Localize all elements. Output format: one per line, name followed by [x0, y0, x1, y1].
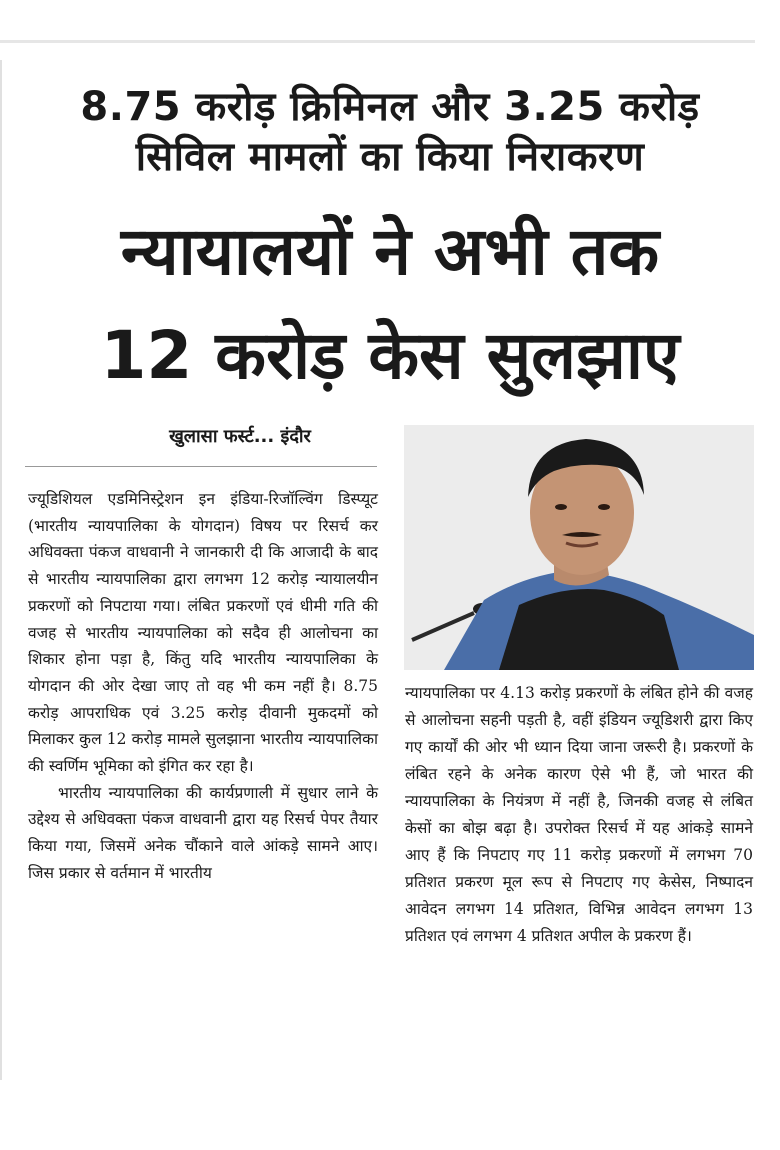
- byline-divider: [25, 466, 377, 467]
- main-headline: [0, 200, 780, 408]
- speaker-at-microphone-photo: [404, 425, 754, 670]
- sub-headline-line-2: सिविल मामलों का किया निराकरण: [135, 134, 645, 180]
- main-headline-line-1: न्यायालयों ने अभी तक: [120, 213, 660, 290]
- sub-headline: [0, 82, 780, 182]
- speaker-photo: [404, 425, 754, 670]
- top-divider: [0, 40, 755, 43]
- paragraph-2: भारतीय न्यायपालिका की कार्यप्रणाली में सुधार लाने के उद्देश्य से अधिवक्ता पंकज वाधवानी द्वारा यह रिसर्च पेपर तैयार किया गया, जिसमें अनेक चौंकाने वाले आंकड़े सामने आए। जिस प्रकार से वर्तमान में भारतीय: [28, 783, 378, 882]
- sub-headline-line-1: 8.75 करोड़ क्रिमिनल और 3.25 करोड़: [80, 84, 700, 130]
- paragraph-1: ज्यूडिशियल एडमिनिस्ट्रेशन इन इंडिया-रिजॉल्विंग डिस्प्यूट (भारतीय न्यायपालिका के योगदान) विषय पर रिसर्च कर अधिवक्ता पंकज वाधवानी ने जानकारी दी कि आजादी के बाद से भारतीय न्यायपालिका द्वारा लगभग 12 करोड़ न्यायालयीन प्रकरणों को निपटाया गया। लंबित प्रकरणों एवं धीमी गति की वजह से भारतीय न्यायपालिका को सदैव ही आलोचना का शिकार होना पड़ा है, किंतु यदि भारतीय न्यायपालिका के योगदान की ओर देखा जाए तो वह भी कम नहीं है। 8.75 करोड़ आपराधिक एवं 3.25 करोड़ दीवानी मुकदमों को मिलाकर कुल 12 करोड़ मामले सुलझाना भारतीय न्यायपालिका की स्वर्णिम भूमिका को इंगित कर रहा है।: [28, 490, 378, 776]
- article-column-right: [405, 680, 753, 950]
- paragraph-3: न्यायपालिका पर 4.13 करोड़ प्रकरणों के लंबित होने की वजह से आलोचना सहनी पड़ती है, वहीं इंडियन ज्यूडिशरी द्वारा किए गए कार्यों की ओर भी ध्यान दिया जाना जरूरी है। प्रकरणों के लंबित रहने के अनेक कारण ऐसे भी हैं, जो भारत की न्यायपालिका के नियंत्रण में नहीं है, जिनकी वजह से लंबित केसों का बोझ बढ़ा है। उपरोक्त रिसर्च में यह आंकड़े सामने आए हैं कि निपटाए गए 11 करोड़ प्रकरणों में लगभग 70 प्रतिशत प्रकरण मूल रूप से निपटाए गए केसेस, निष्पादन आवेदन लगभग 14 प्रतिशत, विभिन्न आवेदन लगभग 13 प्रतिशत एवं लगभग 4 प्रतिशत अपील के प्रकरण हैं।: [405, 684, 753, 945]
- byline: खुलासा फर्स्ट... इंदौर: [169, 426, 311, 447]
- main-headline-line-2: 12 करोड़ केस सुलझाए: [100, 317, 680, 394]
- article-column-left: [28, 486, 378, 887]
